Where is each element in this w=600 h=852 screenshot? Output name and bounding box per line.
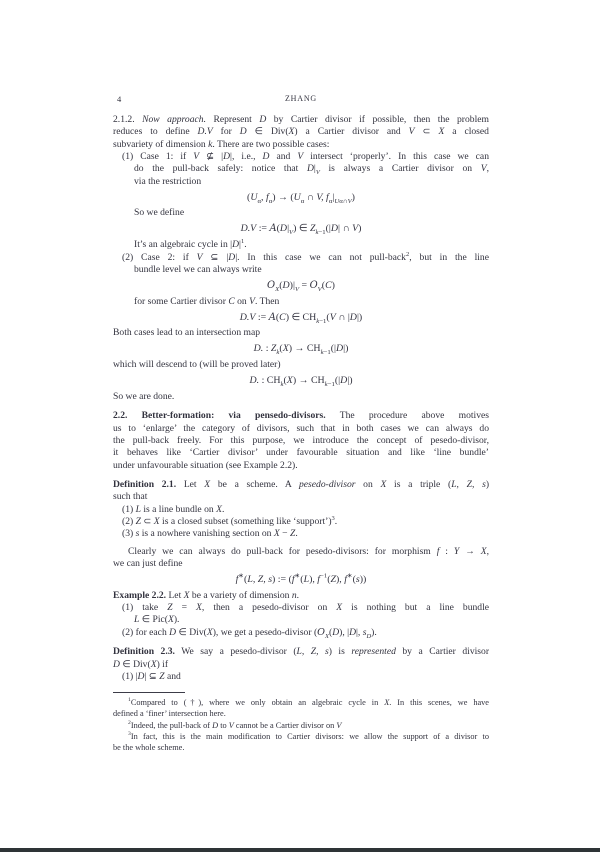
text-line: (2) Case 2: if V ⊆ |D|. In this case we can not pull-back$^2$, but in the line (122, 250, 489, 263)
text-line: It’s an algebraic cycle in $|D|^1$. (134, 238, 247, 251)
display-formula: D. : $CH_k(X) \to CH_{k-1}(|D|)$ (249, 375, 353, 388)
display-formula: D. : $Z_k(X) \to CH_{k-1}(|D|)$ (253, 343, 349, 357)
text-line: (1) L is a line bundle on X. (122, 503, 225, 515)
text-line: via the restriction (134, 175, 202, 187)
text-line: (2) Z ⊂ X is a closed subset (something like ‘support’)$^3$. (122, 514, 338, 527)
text-line: $^1$Compared to (†), where we only obtain an algebraic cycle in X. In this scenes, we have (128, 697, 489, 708)
text-line: it behaves like ‘Cartier divisor’ under favourable situation and like ‘line bundle’ (113, 447, 489, 459)
footnote-rule (113, 692, 185, 693)
text-line: So we define (134, 207, 185, 219)
text-block (113, 94, 489, 753)
text-line: (1) take Z = X, then a pesedo-divisor on X is nothing but a line bundle (122, 602, 490, 614)
display-formula: $O_X(D)|_V = O_V(C)$ (267, 279, 335, 293)
display-formula: f∗(L, Z, s) := (f∗(L), $f^{-1}(Z)$, f∗(s)) (235, 572, 367, 585)
display-formula: D.V := A(C) ∈ $CH_{k-1}(V$ ∩ |D|) (239, 311, 363, 325)
text-line: (3) s is a nowhere vanishing section on X − Z. (122, 528, 298, 540)
display-formula: ($U_\alpha$, $f_\alpha) \to (U_\alpha$ ∩ V, $f_\alpha|_{U\alpha\cap V}$) (247, 191, 355, 205)
text-line: (1) |D| ⊆ Z and (122, 670, 181, 682)
window-bottom-edge (0, 848, 600, 852)
page-number: 4 (117, 94, 122, 104)
text-line: 2.2. Better-formation: via pensedo-divisors. The procedure above motives (113, 410, 489, 422)
text-line: 2.1.2. Now approach. Represent D by Cartier divisor if possible, then the problem (113, 114, 489, 125)
text-line: us to ‘enlarge’ the category of divisors, such that in both cases we can always do (113, 422, 489, 434)
text-line: bundle level we can always write (134, 263, 262, 275)
text-line: do the pull-back safely: notice that $D|_V$ is always a Cartier divisor on V, (134, 163, 489, 177)
text-line: Definition 2.1. Let X be a scheme. A pesedo-divisor on X is a triple (L, Z, s) (113, 478, 490, 490)
text-line: D ∈ Div(X) if (113, 658, 169, 670)
display-formula: D.V := $A(D|_V)$ ∈ $Z_{k-1}(|D|$ ∩ V) (240, 223, 362, 237)
page-header (113, 94, 489, 105)
text-line: we can just define (113, 558, 183, 570)
text-line: (2) for each D ∈ Div(X), we get a pesedo-divisor ($O_X(D)$, |D|, $s_D$). (122, 626, 377, 640)
text-line: such that (113, 491, 148, 503)
text-line: $^2$Indeed, the pull-back of D to V cannot be a Cartier divisor on V (128, 719, 342, 730)
text-line: Clearly we can always do pull-back for pesedo-divisors: for morphism f : Y → X, (128, 545, 490, 557)
document-body (113, 114, 489, 683)
running-head: ZHANG (285, 94, 317, 103)
text-line: which will descend to (will be proved later) (113, 359, 281, 371)
footnotes (113, 697, 489, 753)
text-line: L ∈ Pic(X). (134, 614, 180, 626)
text-line: reduces to define D.V for D ∈ Div(X) a Cartier divisor and V ⊂ X a closed (113, 126, 489, 138)
text-line: Definition 2.3. We say a pesedo-divisor (L, Z, s) is represented by a Cartier divisor (113, 646, 490, 658)
text-line: subvariety of dimension k. There are two possible cases: (113, 138, 330, 150)
text-line: be the whole scheme. (113, 743, 185, 752)
text-line: (1) Case 1: if V ⊈ |D|, i.e., D and V intersect ‘properly’. In this case we can (122, 151, 489, 163)
text-line: defined a ‘finer’ intersection here. (113, 709, 226, 719)
text-line: under unfavourable situation (see Example 2.2). (113, 459, 298, 471)
text-line: So we are done. (113, 390, 175, 402)
text-line: Example 2.2. Let X be a variety of dimension n. (113, 589, 300, 601)
text-line: for some Cartier divisor C on V. Then (134, 295, 280, 307)
text-line: Both cases lead to an intersection map (113, 327, 261, 339)
text-line: the pull-back freely. For this purpose, we introduce the concept of pesedo-divisor, (113, 434, 489, 446)
text-line: $^3$In fact, this is the main modification to Cartier divisors: we allow the support of a divisor to (128, 731, 489, 741)
